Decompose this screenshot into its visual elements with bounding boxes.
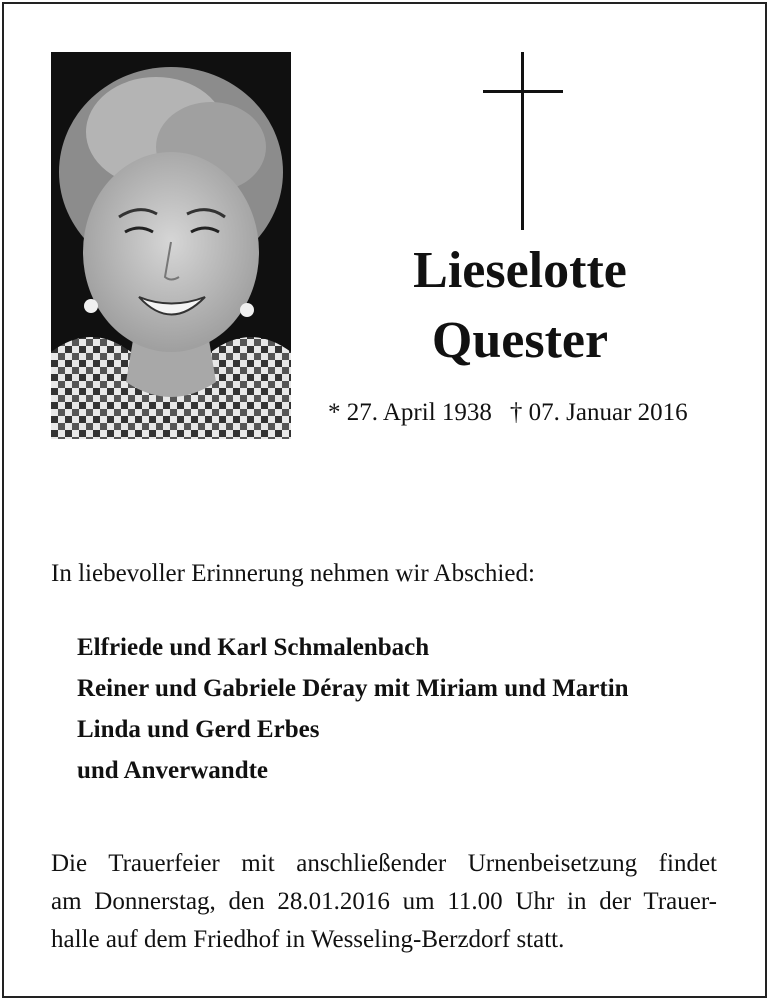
cross-icon xyxy=(483,52,563,230)
mourner-line: und Anverwandte xyxy=(77,757,269,784)
life-dates xyxy=(328,399,748,427)
funeral-line: Die Trauerfeier mit anschließender Urnenbeisetzung findet xyxy=(51,850,717,877)
mourner-line: Linda und Gerd Erbes xyxy=(77,716,320,743)
birth-date: * 27. April 1938 xyxy=(328,399,492,426)
funeral-info xyxy=(51,848,717,962)
deceased-last-name: Quester xyxy=(431,312,609,369)
portrait-photo xyxy=(51,52,291,439)
mourner-line: Reiner und Gabriele Déray mit Miriam und Martin xyxy=(77,675,629,702)
funeral-line: halle auf dem Friedhof in Wesseling-Berzdorf statt. xyxy=(51,926,565,953)
mourner-line: Elfriede und Karl Schmalenbach xyxy=(77,634,430,661)
deceased-first-name: Lieselotte xyxy=(413,242,627,299)
farewell-intro: In liebevoller Erinnerung nehmen wir Abschied: xyxy=(51,560,535,587)
mourners-list xyxy=(77,632,757,796)
death-date: † 07. Januar 2016 xyxy=(509,399,688,426)
funeral-line: am Donnerstag, den 28.01.2016 um 11.00 Uhr in der Trauer- xyxy=(51,888,717,915)
